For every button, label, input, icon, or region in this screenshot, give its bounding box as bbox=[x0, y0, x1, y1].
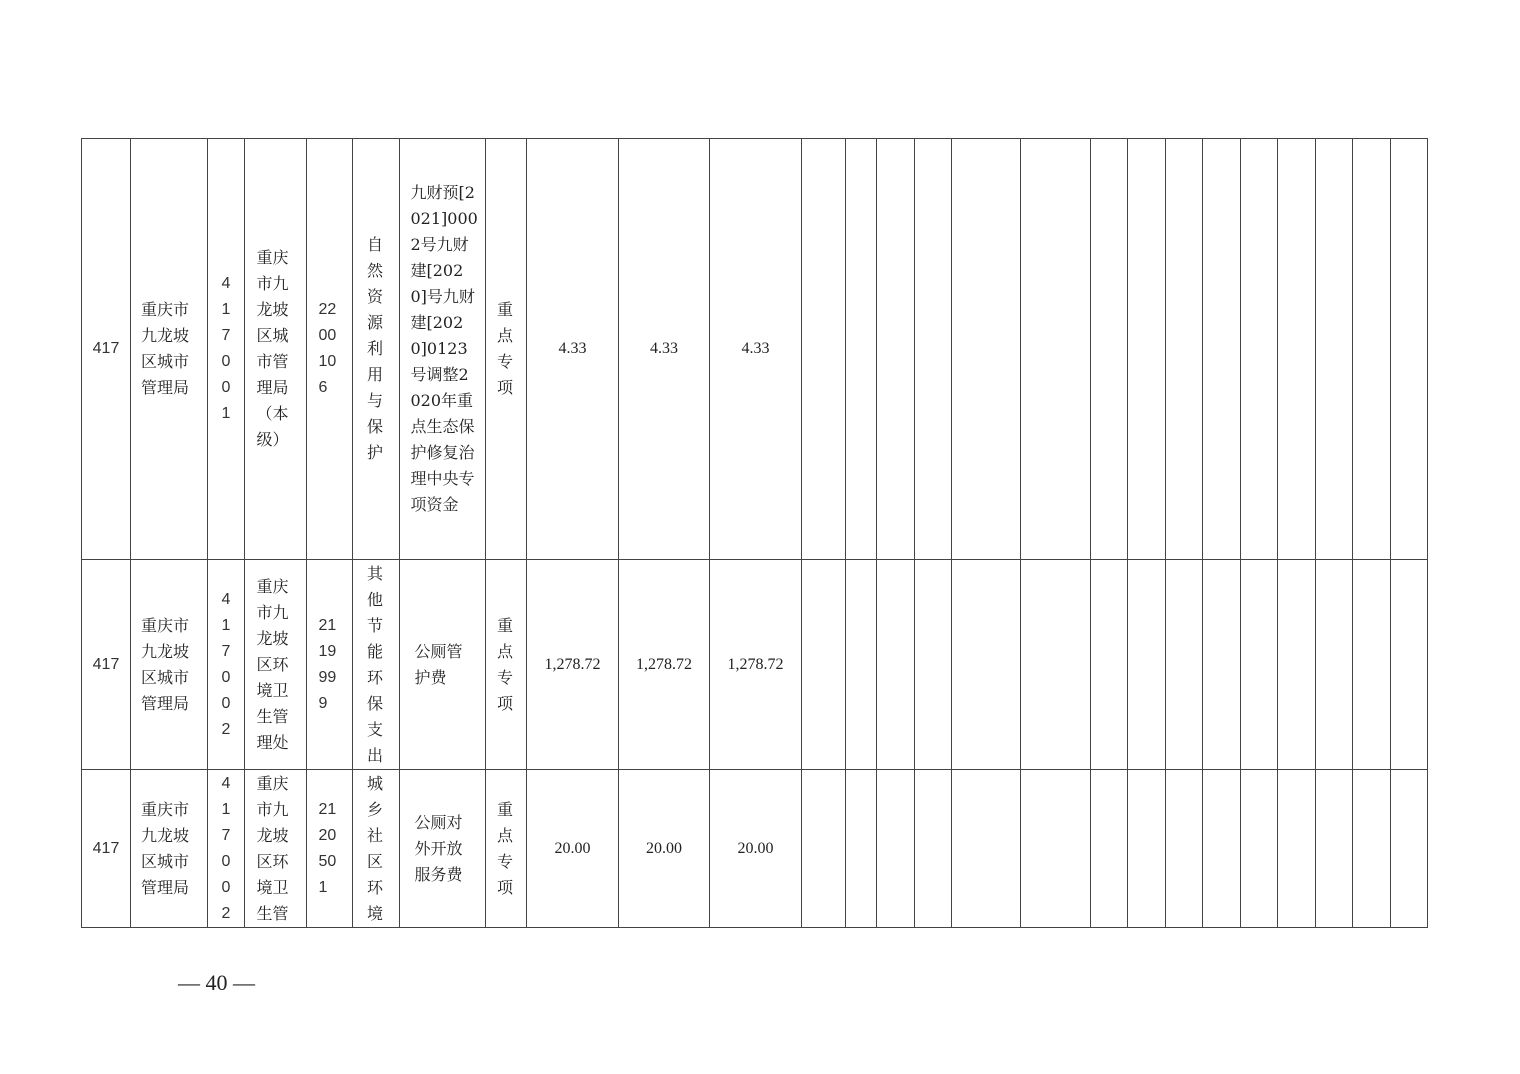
amount-cell: 20.00 bbox=[527, 770, 619, 928]
category-cell bbox=[486, 770, 527, 928]
empty-cell bbox=[1278, 139, 1316, 560]
empty-cell bbox=[1203, 770, 1241, 928]
empty-cell bbox=[1203, 139, 1241, 560]
empty-cell bbox=[1241, 770, 1278, 928]
page-number: — 40 — bbox=[178, 970, 255, 995]
amount-cell: 4.33 bbox=[710, 139, 802, 560]
amount-cell: 1,278.72 bbox=[619, 560, 710, 770]
unit-code-cell bbox=[208, 770, 245, 928]
empty-cell bbox=[1278, 770, 1316, 928]
empty-cell bbox=[952, 139, 1021, 560]
empty-cell bbox=[1166, 770, 1203, 928]
dept-cell bbox=[131, 139, 208, 560]
project-cell bbox=[400, 139, 486, 560]
func-name-cell bbox=[353, 139, 400, 560]
category-text: 重点专项 bbox=[497, 799, 514, 897]
empty-cell bbox=[1391, 560, 1428, 770]
empty-cell bbox=[1091, 770, 1128, 928]
budget-table bbox=[81, 138, 1428, 928]
func-name-cell bbox=[353, 770, 400, 928]
seq-cell: 417 bbox=[82, 770, 131, 928]
table-row bbox=[82, 560, 1428, 770]
empty-cell bbox=[952, 560, 1021, 770]
empty-cell bbox=[802, 139, 846, 560]
unit-name-cell bbox=[245, 560, 307, 770]
empty-cell bbox=[1021, 560, 1091, 770]
func-code-cell bbox=[307, 560, 353, 770]
func-name-text: 自然资源利用与保护 bbox=[367, 235, 384, 462]
func-code-cell bbox=[307, 139, 353, 560]
project-text: 九财预[2021]0002号九财建[2020]号九财建[2020]0123号调整2020年重点生态保护修复治理中央专项资金 bbox=[410, 183, 478, 514]
table-row bbox=[82, 139, 1428, 560]
project-text: 公厕对外开放服务费 bbox=[414, 812, 463, 884]
category-text: 重点专项 bbox=[497, 300, 514, 397]
empty-cell bbox=[1091, 139, 1128, 560]
empty-cell bbox=[1353, 770, 1391, 928]
empty-cell bbox=[802, 770, 846, 928]
amount-cell: 20.00 bbox=[710, 770, 802, 928]
unit-code-cell bbox=[208, 139, 245, 560]
table-row bbox=[82, 770, 1428, 928]
project-text: 公厕管护费 bbox=[414, 641, 463, 687]
empty-cell bbox=[1391, 139, 1428, 560]
unit-name-cell bbox=[245, 770, 307, 928]
empty-cell bbox=[915, 560, 952, 770]
empty-cell bbox=[915, 770, 952, 928]
empty-cell bbox=[1316, 770, 1353, 928]
dept-cell bbox=[131, 560, 208, 770]
empty-cell bbox=[846, 770, 877, 928]
func-code-cell bbox=[307, 770, 353, 928]
dept-cell bbox=[131, 770, 208, 928]
func-name-cell bbox=[353, 560, 400, 770]
amount-cell: 1,278.72 bbox=[527, 560, 619, 770]
func-code-text: 2120501 bbox=[318, 800, 337, 896]
func-code-text: 2200106 bbox=[318, 301, 337, 396]
empty-cell bbox=[1278, 560, 1316, 770]
empty-cell bbox=[1021, 139, 1091, 560]
empty-cell bbox=[1128, 139, 1166, 560]
unit-name-text: 重庆市九龙坡区环境卫生管理处 bbox=[256, 576, 289, 752]
empty-cell bbox=[1316, 560, 1353, 770]
unit-name-text: 重庆市九龙坡区城市管理局（本级） bbox=[256, 248, 289, 449]
func-name-text: 城乡社区环境 bbox=[367, 773, 384, 923]
empty-cell bbox=[1166, 560, 1203, 770]
empty-cell bbox=[846, 139, 877, 560]
empty-cell bbox=[1391, 770, 1428, 928]
empty-cell bbox=[1021, 770, 1091, 928]
amount-cell: 4.33 bbox=[527, 139, 619, 560]
empty-cell bbox=[1353, 139, 1391, 560]
unit-code-cell bbox=[208, 560, 245, 770]
empty-cell bbox=[1316, 139, 1353, 560]
empty-cell bbox=[877, 770, 915, 928]
empty-cell bbox=[1353, 560, 1391, 770]
empty-cell bbox=[1203, 560, 1241, 770]
dept-text: 重庆市九龙坡区城市管理局 bbox=[141, 615, 190, 713]
seq-cell: 417 bbox=[82, 560, 131, 770]
amount-cell: 4.33 bbox=[619, 139, 710, 560]
category-text: 重点专项 bbox=[497, 615, 514, 713]
project-cell bbox=[400, 560, 486, 770]
seq-cell: 417 bbox=[82, 139, 131, 560]
empty-cell bbox=[1241, 560, 1278, 770]
empty-cell bbox=[1241, 139, 1278, 560]
project-cell bbox=[400, 770, 486, 928]
empty-cell bbox=[1091, 560, 1128, 770]
dept-text: 重庆市九龙坡区城市管理局 bbox=[141, 799, 190, 897]
dept-text: 重庆市九龙坡区城市管理局 bbox=[141, 300, 190, 397]
unit-name-text: 重庆市九龙坡区环境卫生管 bbox=[256, 773, 289, 923]
empty-cell bbox=[1128, 770, 1166, 928]
amount-cell: 1,278.72 bbox=[710, 560, 802, 770]
empty-cell bbox=[802, 560, 846, 770]
empty-cell bbox=[846, 560, 877, 770]
empty-cell bbox=[1166, 139, 1203, 560]
unit-code-text: 417001 bbox=[221, 275, 231, 422]
category-cell bbox=[486, 560, 527, 770]
category-cell bbox=[486, 139, 527, 560]
empty-cell bbox=[1128, 560, 1166, 770]
unit-code-text: 417002 bbox=[221, 590, 231, 738]
empty-cell bbox=[915, 139, 952, 560]
amount-cell: 20.00 bbox=[619, 770, 710, 928]
unit-name-cell bbox=[245, 139, 307, 560]
func-name-text: 其他节能环保支出 bbox=[367, 563, 384, 765]
func-code-text: 2119999 bbox=[318, 616, 337, 712]
empty-cell bbox=[952, 770, 1021, 928]
unit-code-text: 417002 bbox=[221, 774, 231, 922]
empty-cell bbox=[877, 139, 915, 560]
empty-cell bbox=[877, 560, 915, 770]
